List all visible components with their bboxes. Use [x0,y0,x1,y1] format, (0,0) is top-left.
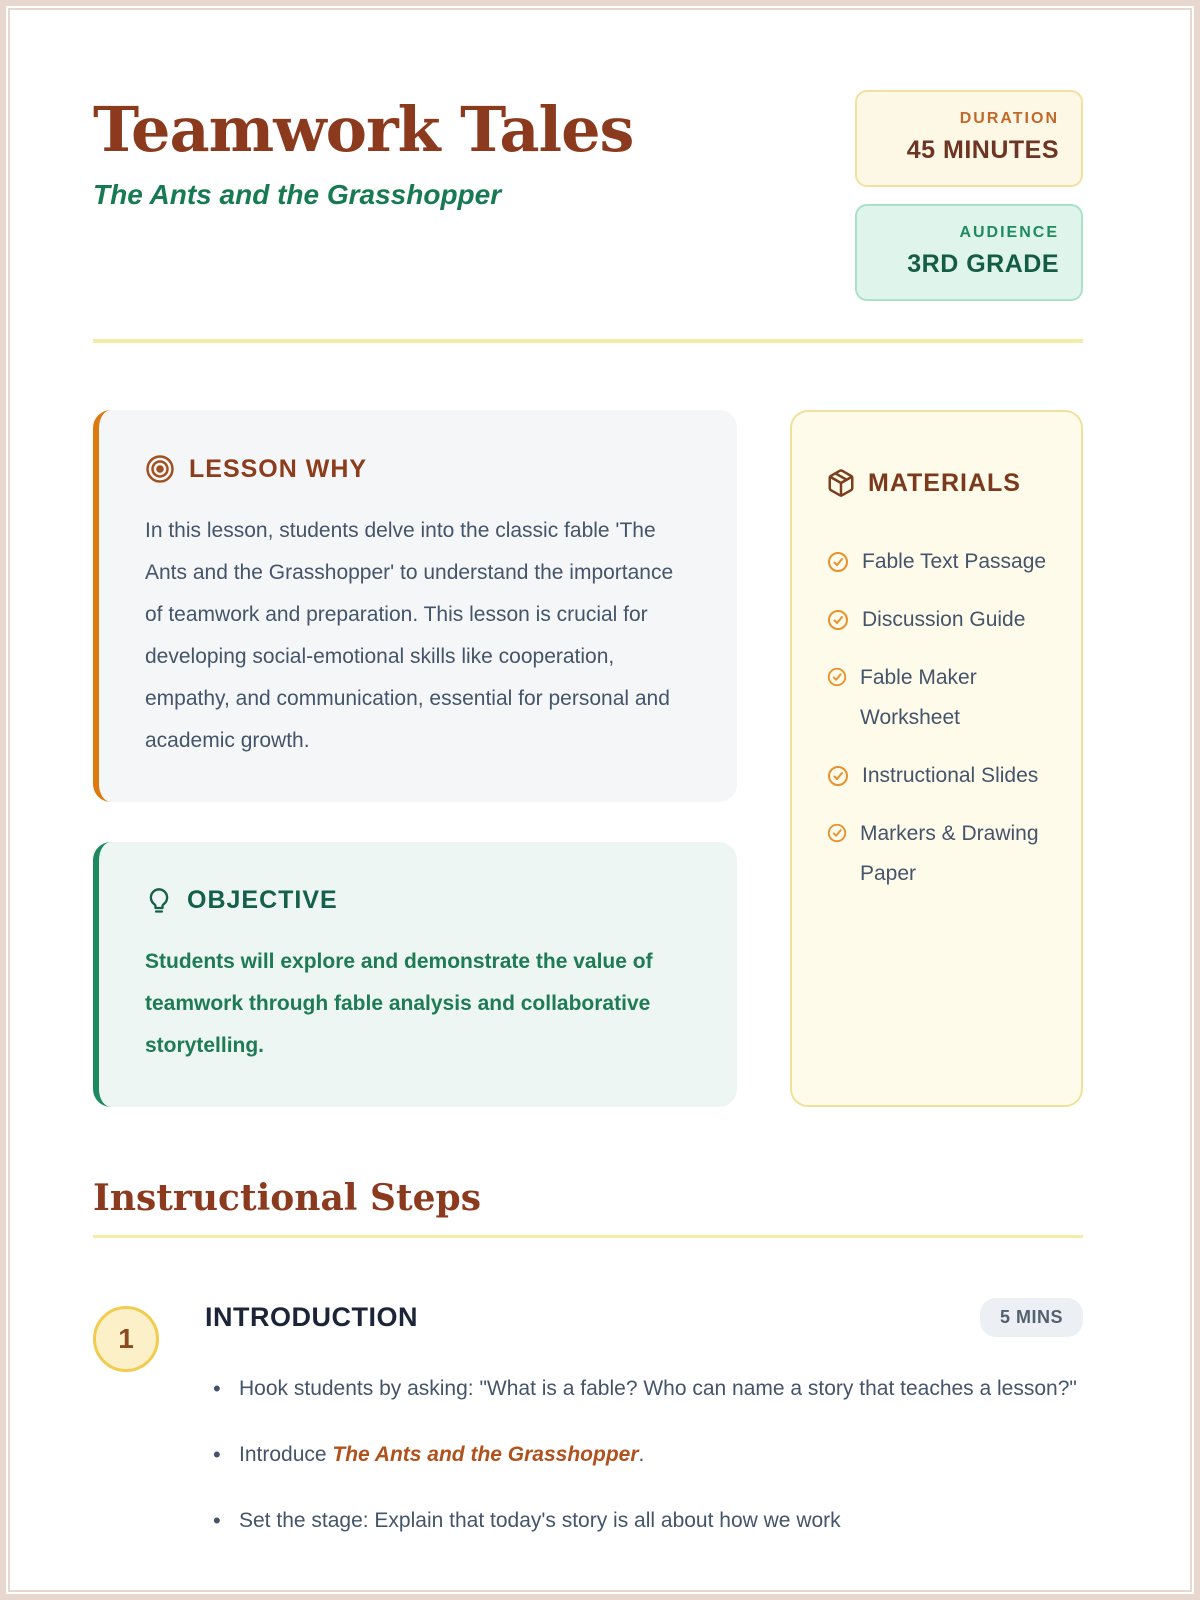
duration-label: DURATION [959,110,1059,127]
step-bullet [205,1435,1083,1475]
header [93,90,1083,301]
check-circle-icon [826,658,848,688]
check-circle-icon [826,542,850,574]
step-bullet-text: Hook students by asking: "What is a fable? Who can name a story that teaches a lesson?" [239,1377,1077,1400]
material-item [826,600,1047,640]
material-item [826,658,1047,738]
material-item [826,756,1047,796]
audience-value: 3RD GRADE [907,250,1059,278]
objective-body: Students will explore and demonstrate the value of teamwork through fable analysis and collaborative storytelling. [145,950,653,1057]
materials-title: MATERIALS [868,468,1021,497]
step-bullet [205,1501,1083,1541]
duration-card [855,90,1083,187]
fable-title-emphasis: The Ants and the Grasshopper [332,1443,639,1466]
main-grid [93,410,1083,1107]
materials-list [826,542,1047,894]
check-circle-icon [826,600,850,632]
step-content [205,1298,1083,1567]
audience-card [855,204,1083,301]
step-1 [93,1298,1083,1567]
check-circle-icon [826,814,848,844]
material-item-label: Discussion Guide [862,608,1026,631]
left-column [93,410,737,1107]
step-bullet [205,1369,1083,1409]
materials-card [790,410,1083,1107]
lesson-why-card [93,410,737,802]
material-item-label: Instructional Slides [862,764,1039,787]
step-bullet-text: Set the stage: Explain that today's story is all about how we work [239,1509,841,1532]
page-subtitle: The Ants and the Grasshopper [93,179,502,211]
check-circle-icon [826,756,850,788]
lesson-why-title-row [145,454,691,484]
page-title: Teamwork Tales [93,93,634,166]
objective-title: OBJECTIVE [187,886,338,914]
material-item-label: Fable Text Passage [862,550,1047,573]
step-duration-badge: 5 MINS [980,1298,1083,1337]
material-item [826,814,1047,894]
meta-cards [855,90,1083,301]
step-number-badge: 1 [93,1306,159,1372]
lesson-why-title: LESSON WHY [189,454,368,483]
package-icon [826,468,856,498]
header-divider [93,339,1083,343]
objective-title-row [145,886,691,915]
title-block [93,90,855,211]
lightbulb-icon [145,887,173,915]
step-bullets [205,1369,1083,1541]
materials-title-row [826,468,1047,498]
material-item [826,542,1047,582]
step-title-row [205,1298,1083,1337]
material-item-label: Fable Maker Worksheet [860,666,977,729]
audience-label: AUDIENCE [959,224,1059,241]
target-icon [145,454,175,484]
steps-heading: Instructional Steps [93,1177,481,1219]
steps-divider [93,1235,1083,1238]
material-item-label: Markers & Drawing Paper [860,822,1039,885]
step-bullet-text: Introduce [239,1443,333,1466]
duration-value: 45 MINUTES [906,136,1059,164]
step-title: INTRODUCTION [205,1302,418,1332]
lesson-why-body: In this lesson, students delve into the classic fable 'The Ants and the Grasshopper' to understand the importance of teamwork and preparation. This lesson is crucial for developing social-emotional skills like cooperation, empathy, and communication, essential for personal and academic growth. [145,519,674,752]
step-bullet-text: . [638,1443,645,1466]
objective-card [93,842,737,1107]
